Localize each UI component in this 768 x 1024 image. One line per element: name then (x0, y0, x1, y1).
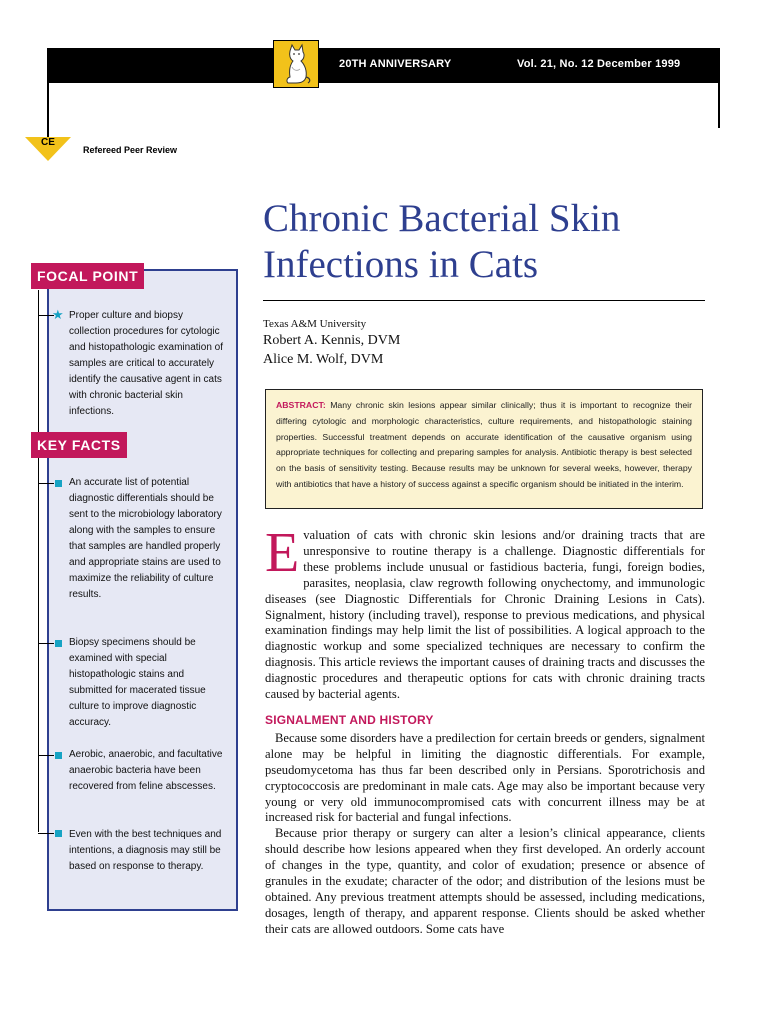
sidebar-tick (38, 483, 54, 484)
sidebar-guide-line (38, 290, 39, 832)
sidebar-tick (38, 755, 54, 756)
title-line-2: Infections in Cats (263, 243, 539, 286)
abstract-text: Many chronic skin lesions appear similar clinically; thus it is important to recognize their differing cytologic and morphologic characteristics, culture requirements, and histopathologic staining properties. Successful treatment depends on accurate identification of the causative organism using appropriate techniques for collecting and preparing samples for analysis. Antibiotic therapy is best selected on the basis of sensitivity testing. Because results may be unknown for several weeks, however, therapy with antibiotics that have a history of success against a specific organism should be initiated in the interim. (276, 400, 692, 489)
anniversary-label: 20TH ANNIVERSARY (339, 58, 452, 70)
refereed-label: Refereed Peer Review (83, 145, 178, 155)
abstract-box (265, 389, 703, 509)
section-heading: SIGNALMENT AND HISTORY (265, 712, 434, 727)
key-fact-1: An accurate list of potential diagnostic differentials should be sent to the microbiology laboratory along with the samples to ensure that samples are handled properly and appropriate stains are used to maximize the reliability of culture results. (69, 477, 222, 600)
key-fact-4: Even with the best techniques and intentions, a diagnosis may still be based on response to therapy. (69, 829, 222, 872)
drop-cap: E (265, 522, 300, 584)
square-bullet-icon (55, 480, 62, 487)
affiliation: Texas A&M University (263, 318, 367, 330)
issue-info: Vol. 21, No. 12 December 1999 (517, 58, 681, 70)
sidebar-tick (38, 833, 54, 834)
focal-point-heading: FOCAL POINT (31, 263, 144, 289)
cat-logo-icon (273, 40, 319, 88)
key-facts-heading: KEY FACTS (31, 432, 127, 458)
square-bullet-icon (55, 830, 62, 837)
key-fact-3: Aerobic, anaerobic, and facultative anaerobic bacteria have been recovered from feline abscesses. (69, 749, 223, 792)
article-body (265, 522, 705, 938)
focal-point-text: Proper culture and biopsy collection procedures for cytologic and histopathologic examination of samples are critical to accurately identify the causative agent in cats with chronic bacterial skin infections. (69, 310, 223, 417)
body-paragraph-2: Because prior therapy or surgery can alter a lesion’s clinical appearance, clients should describe how lesions appeared when they first developed. An orderly account of changes in the type, quantity, and color of exudation; presence or absence of granules in the exudate; character of the odor; and distribution of the lesions must be obtained. Any previous treatment attempts should be assessed, including medications, dosages, length of therapy, and apparent response. Clients should be asked whether their cats are allowed outdoors. Some cats have (265, 826, 705, 936)
intro-text: valuation of cats with chronic skin lesions and/or draining tracts that are unresponsive to routine therapy is a challenge. Diagnostic differentials for these problems include unusual or fastidious bacteria, fungi, foreign bodies, parasites, neoplasia, claw regrowth following onychectomy, and immunologic diseases (see Diagnostic Differentials for Chronic Draining Lesions in Cats). Signalment, history (including travel), response to previous medications, and physical examination findings may help limit the list of possibilities. A logical approach to the diagnostic workup and some specialized techniques are necessary to confirm the diagnosis. This article reviews the important causes of draining tracts and discusses the diagnostic procedures and therapeutic options for cats with chronic draining tracts caused by bacterial agents. (265, 528, 705, 702)
article-title (263, 196, 713, 288)
sidebar-tick (38, 643, 54, 644)
author-1: Robert A. Kennis, DVM (263, 333, 401, 348)
square-bullet-icon (55, 752, 62, 759)
square-bullet-icon (55, 640, 62, 647)
frame-left-rule (47, 48, 49, 140)
abstract-label: ABSTRACT: (276, 400, 326, 410)
key-fact-2: Biopsy specimens should be examined with special histopathologic stains and submitted for macerated tissue culture to improve diagnostic accuracy. (69, 637, 206, 728)
star-icon: ★ (52, 307, 64, 322)
title-divider (263, 300, 705, 301)
frame-right-rule (718, 48, 720, 128)
body-paragraph-1: Because some disorders have a predilection for certain breeds or genders, signalment alone may be helpful in limiting the diagnostic differentials. For example, pseudomycetoma has thus far been described only in Persians. Sporotrichosis and cryptococcosis are predominant in male cats. Age may also be important because very young or very old immunocompromised cats with concurrent illness may be at increased risk for bacterial and fungal infections. (265, 730, 705, 825)
author-2: Alice M. Wolf, DVM (263, 352, 384, 367)
intro-paragraph (265, 522, 705, 703)
title-line-1: Chronic Bacterial Skin (263, 197, 621, 240)
ce-badge-label: CE (41, 137, 55, 148)
